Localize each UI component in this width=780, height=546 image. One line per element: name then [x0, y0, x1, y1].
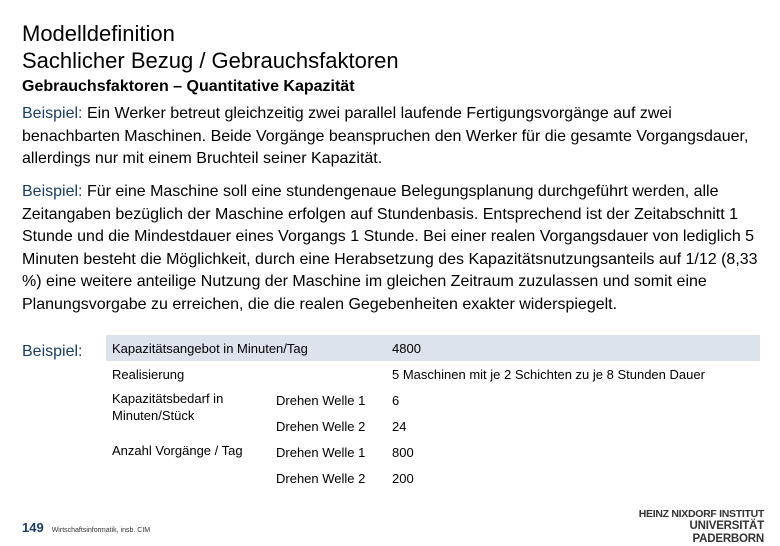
example-paragraph-1 [22, 103, 767, 171]
table-cell-sub: Drehen Welle 1 [276, 444, 366, 460]
table-cell-label: Anzahl Vorgänge / Tag [112, 443, 243, 458]
table-cell-value: 4800 [386, 335, 760, 361]
capacity-table [106, 335, 760, 491]
example-text-1: Ein Werker betreut gleichzeitig zwei parallel laufende Fertigungsvorgänge auf zwei benachbarten Maschinen. Beide Vorgänge beanspruchen den Werker für die gesamte Vorgangsdauer, allerdings nur mit einem Bruchteil seiner Kapazität. [22, 105, 749, 167]
table-row [106, 439, 760, 465]
table-cell-value: 5 Maschinen mit je 2 Schichten zu je 8 Stunden Dauer [392, 366, 705, 382]
table-cell-value: 200 [392, 470, 414, 486]
page-title [22, 20, 399, 74]
table-row [106, 335, 760, 361]
table-cell-sub: Drehen Welle 2 [276, 470, 366, 486]
department-name: Wirtschaftsinformatik, insb. CIM [51, 527, 151, 534]
footer [22, 520, 150, 535]
title-line-1: Modelldefinition [22, 21, 175, 46]
section-subtitle: Gebrauchsfaktoren – Quantitative Kapazität [22, 78, 355, 95]
table-cell-label: Kapazitätsangebot in Minuten/Tag [106, 335, 386, 361]
table-row [106, 387, 760, 413]
table-cell-label: Kapazitätsbedarf in Minuten/Stück [112, 391, 224, 423]
table-cell-label: Realisierung [112, 366, 185, 382]
example-label: Beispiel: [22, 105, 83, 122]
table-row [106, 361, 760, 387]
example-paragraph-2 [22, 181, 767, 316]
logo-line-2: UNIVERSITÄT PADERBORN [689, 520, 764, 545]
table-cell-sub: Drehen Welle 1 [276, 392, 366, 408]
institute-logo [624, 508, 764, 546]
table-cell-value: 800 [392, 444, 414, 460]
table-cell-sub: Drehen Welle 2 [276, 418, 366, 434]
example-label-table: Beispiel: [22, 343, 83, 360]
logo-line-1: HEINZ NIXDORF INSTITUT [638, 508, 764, 520]
example-label: Beispiel: [22, 183, 83, 200]
page-number: 149 [22, 520, 44, 535]
example-text-2: Für eine Maschine soll eine stundengenaue Belegungsplanung durchgeführt werden, alle Zeitangaben bezüglich der Maschine erfolgen auf Stundenbasis. Entsprechend ist der Zeitabschnitt 1 Stunde und die Mindestdauer eines Vorgangs 1 Stunde. Bei einer realen Vorgangsdauer von lediglich 5 Minuten besteht die Möglichkeit, durch eine Herabsetzung des Kapazitätsnutzungsanteils auf 1/12 (8,33 %) eine weitere anteilige Nutzung der Maschine im gleichen Zeitraum zuzulassen und somit eine Planungsvorgabe zu erreichen, die die realen Gegebenheiten exakter widerspiegelt. [22, 183, 758, 313]
table-cell-value: 24 [392, 418, 407, 434]
table-cell-value: 6 [392, 392, 400, 408]
title-line-2: Sachlicher Bezug / Gebrauchsfaktoren [22, 48, 399, 73]
